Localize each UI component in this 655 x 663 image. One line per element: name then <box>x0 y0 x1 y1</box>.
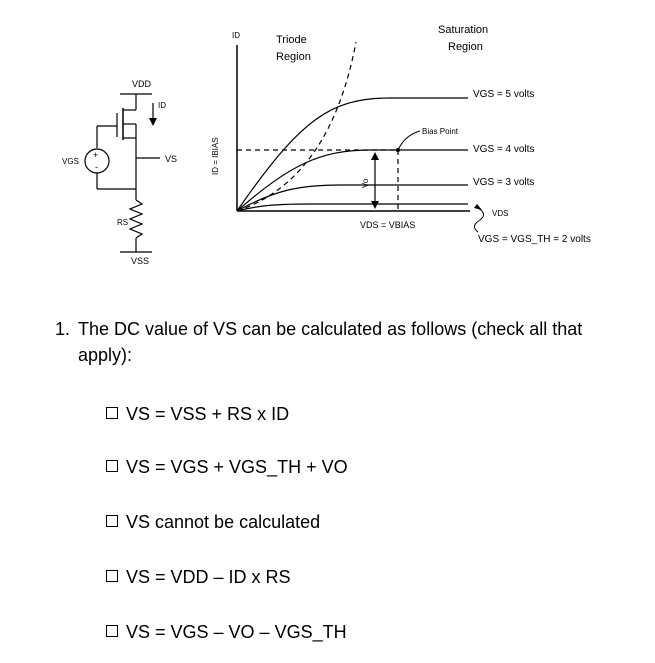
vo-label: Vo <box>361 178 370 188</box>
vgs-source-label: VGS <box>62 157 79 166</box>
curve-vgs-4 <box>237 150 468 211</box>
curve-vgs-3 <box>237 185 468 211</box>
curve-label-vgs-2: VGS = VGS_TH = 2 volts <box>478 234 591 245</box>
option-4[interactable] <box>106 566 291 588</box>
option-3[interactable] <box>106 511 320 533</box>
curve-label-vgs-5: VGS = 5 volts <box>473 89 535 100</box>
svg-text:+: + <box>93 150 99 160</box>
curve-label-vgs-4: VGS = 4 volts <box>473 144 535 155</box>
option-label: VS = VDD – ID x RS <box>126 567 291 587</box>
svg-text:-: - <box>95 162 98 172</box>
vss-label: VSS <box>131 256 150 266</box>
checkbox[interactable] <box>106 407 118 419</box>
option-label: VS = VGS + VGS_TH + VO <box>126 457 348 477</box>
triode-label: Triode <box>276 34 307 46</box>
id-current-label: ID <box>158 101 166 110</box>
option-2[interactable] <box>106 456 348 478</box>
option-5[interactable] <box>106 621 347 643</box>
option-label: VS = VGS – VO – VGS_TH <box>126 622 347 642</box>
option-label: VS = VSS + RS x ID <box>126 404 290 424</box>
curve-label-vgs-3: VGS = 3 volts <box>473 177 535 188</box>
checkbox[interactable] <box>106 570 118 582</box>
y-axis-bias-label: ID = IBIAS <box>211 137 220 175</box>
bias-point-label: Bias Point <box>422 127 459 136</box>
vds-arrow-label: VDS <box>492 209 509 218</box>
question <box>55 316 635 368</box>
checkbox[interactable] <box>106 460 118 472</box>
question-text: The DC value of VS can be calculated as follows (check all that apply): <box>78 319 583 365</box>
option-label: VS cannot be calculated <box>126 512 321 532</box>
rs-label: RS <box>117 218 129 227</box>
checkbox[interactable] <box>106 625 118 637</box>
id-vds-graph <box>0 0 655 280</box>
option-1[interactable] <box>106 403 289 425</box>
vdd-label: VDD <box>132 79 152 89</box>
saturation-label: Saturation <box>438 24 489 36</box>
triode-label-2: Region <box>276 51 311 63</box>
curve-vgs-2 <box>237 204 468 211</box>
vds-bias-label: VDS = VBIAS <box>360 220 416 230</box>
vs-node-label: VS <box>165 154 178 164</box>
question-number: 1. <box>55 319 71 339</box>
vds-arrow <box>474 208 483 232</box>
y-axis-label: ID <box>232 31 240 40</box>
saturation-label-2: Region <box>448 41 483 53</box>
checkbox[interactable] <box>106 515 118 527</box>
